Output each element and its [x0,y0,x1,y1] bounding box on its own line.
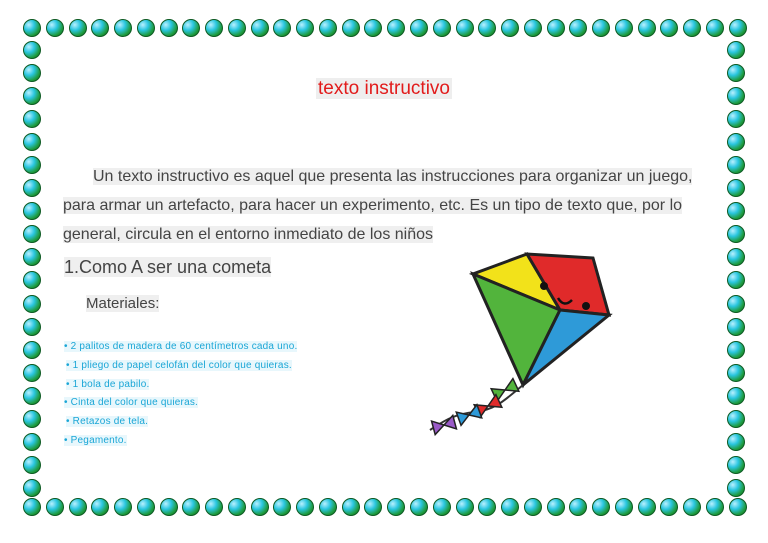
list-item-text: • Retazos de tela. [66,416,149,428]
decorative-border-left [23,41,43,497]
globe-icon [638,19,656,37]
globe-icon [319,19,337,37]
bow-blue [456,405,481,426]
globe-icon [273,19,291,37]
list-item [64,396,297,415]
globe-icon [23,364,41,382]
globe-icon [23,341,41,359]
globe-icon [228,19,246,37]
globe-icon [23,41,41,59]
materials-label-text: Materiales: [86,295,160,312]
globe-icon [364,19,382,37]
globe-icon [683,19,701,37]
globe-icon [727,110,745,128]
globe-icon [727,133,745,151]
globe-icon [547,498,565,516]
globe-icon [387,498,405,516]
globe-icon [456,19,474,37]
globe-icon [727,156,745,174]
globe-icon [727,271,745,289]
globe-icon [342,498,360,516]
globe-icon [23,19,41,37]
globe-icon [615,19,633,37]
section-heading [64,257,271,278]
globe-icon [23,179,41,197]
globe-icon [727,364,745,382]
globe-icon [23,479,41,497]
globe-icon [706,19,724,37]
globe-icon [23,318,41,336]
list-item [64,359,297,378]
globe-icon [23,271,41,289]
list-item-text: • Pegamento. [64,434,127,446]
globe-icon [615,498,633,516]
globe-icon [547,19,565,37]
globe-icon [478,19,496,37]
globe-icon [205,19,223,37]
decorative-border-bottom [23,498,747,518]
globe-icon [114,19,132,37]
page-title [0,78,768,100]
globe-icon [592,19,610,37]
decorative-border-right [727,41,747,497]
globe-icon [727,248,745,266]
globe-icon [727,225,745,243]
bow-purple [432,415,457,434]
decorative-border-top [23,19,747,39]
globe-icon [160,498,178,516]
globe-icon [91,498,109,516]
globe-icon [23,248,41,266]
globe-icon [433,498,451,516]
list-item-text: • 1 pliego de papel celofán del color que quieras. [66,359,292,371]
globe-icon [387,19,405,37]
globe-icon [23,156,41,174]
materials-list [64,340,297,453]
globe-icon [182,19,200,37]
globe-icon [592,498,610,516]
intro-paragraph [63,162,708,249]
globe-icon [410,19,428,37]
globe-icon [251,19,269,37]
globe-icon [729,498,747,516]
globe-icon [727,341,745,359]
globe-icon [251,498,269,516]
globe-icon [727,179,745,197]
globe-icon [137,498,155,516]
heading-text: 1.Como A ser una cometa [64,257,272,277]
globe-icon [23,202,41,220]
globe-icon [69,498,87,516]
globe-icon [205,498,223,516]
globe-icon [228,498,246,516]
globe-icon [727,456,745,474]
globe-icon [727,202,745,220]
globe-icon [23,387,41,405]
globe-icon [660,19,678,37]
intro-text: Un texto instructivo es aquel que presenta las instrucciones para organizar un juego, para armar un artefacto, para hacer un experimento, etc. Es un tipo de texto que, por lo general, circula en el entorno inmediato de los niños [63,168,693,243]
globe-icon [433,19,451,37]
globe-icon [660,498,678,516]
globe-icon [683,498,701,516]
globe-icon [364,498,382,516]
globe-icon [23,433,41,451]
globe-icon [727,479,745,497]
globe-icon [69,19,87,37]
globe-icon [727,41,745,59]
globe-icon [137,19,155,37]
globe-icon [160,19,178,37]
globe-icon [727,410,745,428]
globe-icon [23,456,41,474]
globe-icon [114,498,132,516]
globe-icon [501,498,519,516]
globe-icon [569,19,587,37]
kite-eye-left [540,282,548,290]
materials-label [86,295,159,312]
globe-icon [296,498,314,516]
list-item [64,434,297,453]
list-item [64,415,297,434]
globe-icon [478,498,496,516]
globe-icon [23,110,41,128]
globe-icon [273,498,291,516]
globe-icon [729,19,747,37]
kite-illustration [345,240,635,480]
globe-icon [410,498,428,516]
globe-icon [569,498,587,516]
globe-icon [727,433,745,451]
list-item-text: • 2 palitos de madera de 60 centímetros cada uno. [64,341,298,352]
kite-eye-right [582,302,590,310]
globe-icon [727,295,745,313]
globe-icon [46,498,64,516]
globe-icon [524,498,542,516]
globe-icon [23,410,41,428]
list-item-text: • Cinta del color que quieras. [64,397,199,409]
globe-icon [23,295,41,313]
globe-icon [501,19,519,37]
globe-icon [456,498,474,516]
globe-icon [638,498,656,516]
globe-icon [23,133,41,151]
globe-icon [706,498,724,516]
globe-icon [182,498,200,516]
globe-icon [23,498,41,516]
globe-icon [524,19,542,37]
globe-icon [23,225,41,243]
globe-icon [342,19,360,37]
globe-icon [727,387,745,405]
list-item-text: • 1 bola de pabilo. [66,378,150,390]
list-item [64,340,297,359]
list-item [64,378,297,397]
globe-icon [319,498,337,516]
globe-icon [91,19,109,37]
globe-icon [727,318,745,336]
globe-icon [46,19,64,37]
title-text: texto instructivo [318,78,450,99]
globe-icon [296,19,314,37]
